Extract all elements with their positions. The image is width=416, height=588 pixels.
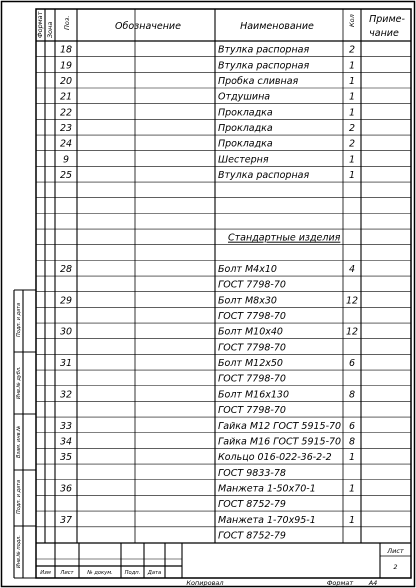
name-cell: Втулка распорная (218, 44, 310, 56)
pos-cell: 35 (59, 452, 73, 464)
pos-cell: 32 (59, 389, 73, 401)
qty-cell: 6 (348, 358, 356, 370)
qty-cell: 1 (348, 514, 356, 526)
header-format: Формат (36, 11, 44, 38)
qty-cell: 12 (345, 295, 359, 307)
qty-cell: 1 (348, 154, 356, 166)
footer-format-label: Формат (326, 579, 354, 587)
tb-doc-label: № докум. (87, 570, 113, 576)
name-cell: Втулка распорная (218, 170, 310, 182)
name-cell: ГОСТ 7798-70 (218, 373, 286, 385)
side-label: Взам. инв.№ (16, 425, 22, 458)
drawing-frame (2, 2, 415, 587)
qty-cell: 1 (348, 76, 356, 88)
name-cell: Прокладка (218, 107, 273, 119)
qty-cell: 1 (348, 107, 356, 119)
name-cell: Прокладка (218, 123, 273, 135)
qty-cell: 12 (345, 326, 359, 338)
name-cell: ГОСТ 7798-70 (218, 279, 286, 291)
name-cell: Манжета 1-70х95-1 (218, 514, 316, 526)
name-cell: Болт М4х10 (218, 264, 277, 276)
name-cell: ГОСТ 8752-79 (218, 530, 286, 542)
pos-cell: 25 (59, 170, 73, 182)
name-cell: ГОСТ 9833-78 (218, 467, 286, 479)
tb-izm-label: Изм (40, 570, 51, 576)
pos-cell: 20 (59, 76, 73, 88)
name-cell: ГОСТ 8752-79 (218, 499, 286, 511)
pos-cell: 34 (59, 436, 73, 448)
name-cell: Пробка сливная (218, 76, 299, 88)
spec-content (16, 11, 405, 587)
qty-cell: 1 (348, 452, 356, 464)
pos-cell: 30 (59, 326, 73, 338)
qty-cell: 2 (348, 44, 356, 56)
qty-cell: 4 (348, 264, 356, 276)
name-cell: Болт М12х50 (218, 358, 283, 370)
pos-cell: 24 (59, 138, 73, 150)
tb-date-label: Дата (147, 570, 162, 576)
pos-cell: 19 (59, 60, 73, 72)
name-cell: Шестерня (218, 154, 269, 166)
pos-cell: 9 (62, 154, 70, 166)
qty-cell: 2 (348, 123, 356, 135)
header-zone: Зона (46, 21, 54, 38)
header-name: Наименование (240, 21, 314, 32)
pos-cell: 18 (59, 44, 73, 56)
pos-cell: 37 (59, 514, 73, 526)
header-note-1: Приме- (369, 14, 405, 25)
header-note-2: чание (369, 28, 399, 39)
qty-cell: 8 (348, 436, 356, 448)
pos-cell: 31 (59, 358, 73, 370)
tb-sheet-label: Лист (387, 547, 404, 555)
name-cell: Болт М8х30 (218, 295, 277, 307)
name-cell: Прокладка (218, 138, 273, 150)
qty-cell: 1 (348, 170, 356, 182)
qty-cell: 1 (348, 91, 356, 103)
name-cell: Втулка распорная (218, 60, 310, 72)
pos-cell: 23 (59, 123, 73, 135)
tb-list-label: Лист (60, 570, 74, 576)
pos-cell: 29 (59, 295, 73, 307)
footer-copied: Копировал (186, 579, 224, 587)
side-label: Подп. и дата (16, 302, 22, 337)
side-label: Инв.№ подл. (16, 535, 22, 568)
name-cell: Кольцо 016-022-36-2-2 (218, 452, 332, 464)
qty-cell: 8 (348, 389, 356, 401)
pos-cell: 21 (59, 91, 73, 103)
name-cell: ГОСТ 7798-70 (218, 405, 286, 417)
name-cell: Манжета 1-50х70-1 (218, 483, 316, 495)
qty-cell: 1 (348, 60, 356, 72)
side-label: Подп. и дата (16, 479, 22, 514)
pos-cell: 33 (59, 420, 73, 432)
tb-sheet-number: 2 (393, 563, 398, 571)
pos-cell: 36 (59, 483, 73, 495)
footer-format-value: А4 (368, 579, 378, 587)
name-cell: Болт М10х40 (218, 326, 283, 338)
outer-border (2, 2, 415, 587)
name-cell: Гайка М12 ГОСТ 5915-70 (218, 420, 342, 432)
header-qty: Кол (348, 14, 356, 27)
name-cell: Гайка М16 ГОСТ 5915-70 (218, 436, 342, 448)
name-cell: ГОСТ 7798-70 (218, 311, 286, 323)
header-pos: Поз. (63, 15, 71, 30)
qty-cell: 2 (348, 138, 356, 150)
tb-sign-label: Подп. (124, 570, 141, 576)
name-cell: Стандартные изделия (228, 232, 341, 244)
header-designation: Обозначение (115, 21, 181, 32)
name-cell: ГОСТ 7798-70 (218, 342, 286, 354)
pos-cell: 28 (59, 264, 73, 276)
side-label: Инв.№ дубл. (16, 366, 22, 399)
qty-cell: 6 (348, 420, 356, 432)
qty-cell: 1 (348, 483, 356, 495)
name-cell: Болт М16х130 (218, 389, 289, 401)
pos-cell: 22 (59, 107, 73, 119)
name-cell: Отдушина (218, 91, 271, 103)
